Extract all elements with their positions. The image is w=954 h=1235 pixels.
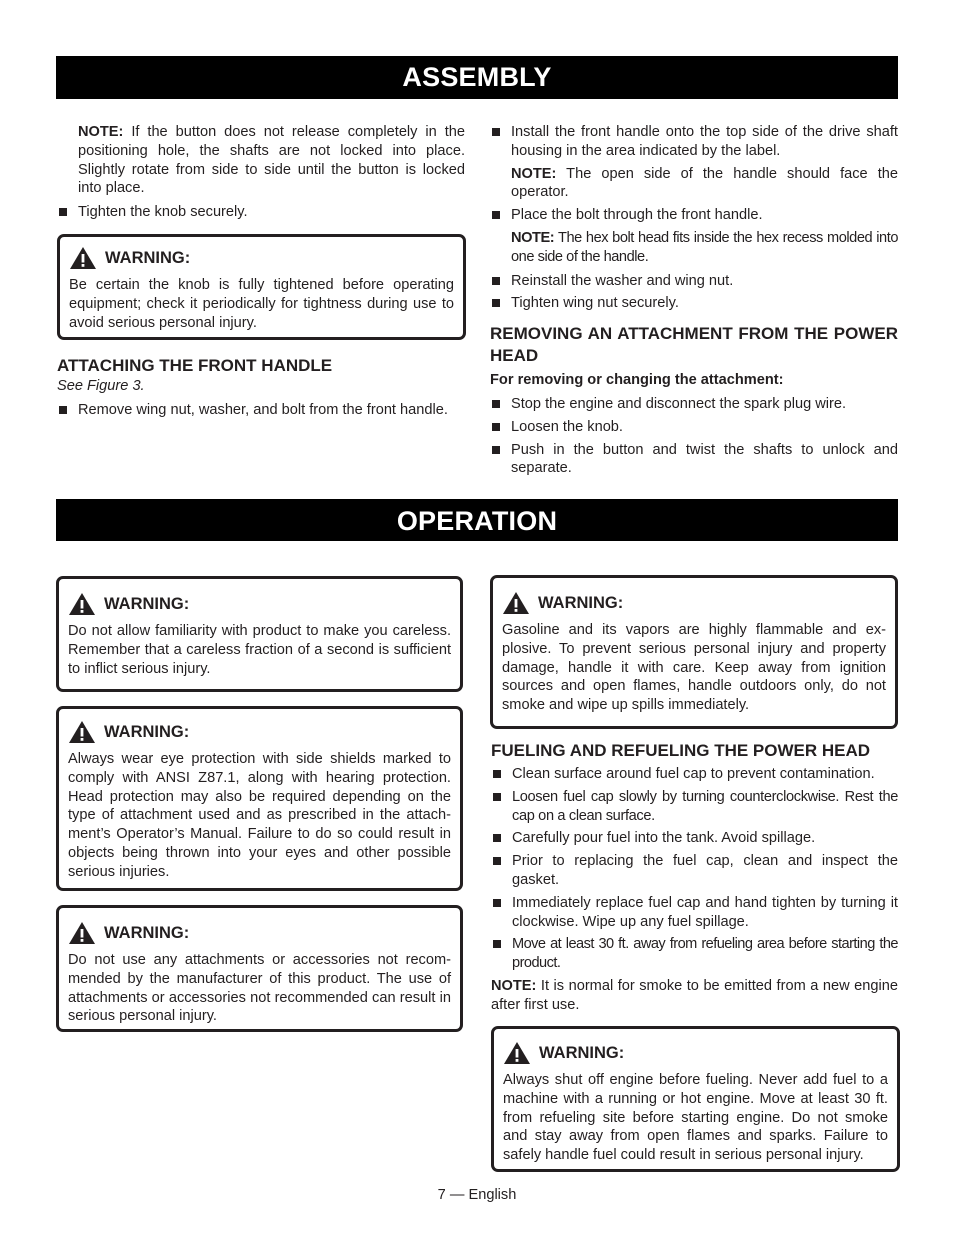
- warning-title: WARNING:: [502, 591, 886, 615]
- bullet-install-handle: Install the front handle onto the top side of the drive shaft housing in the area indicated by the label.: [490, 123, 898, 161]
- warning-box-familiarity: [56, 576, 463, 692]
- warning-text: Do not allow familiarity with product to make you careless. Remember that a careless fraction of a second is sufficient to inflict serious injury.: [68, 623, 451, 677]
- fueling-heading: FUELING AND REFUELING THE POWER HEAD: [491, 741, 871, 760]
- warning-text: Gasoline and its vapors are highly flammable and explosive. To prevent serious personal injury and property damage, handle it with care. Keep away from ignition sources and open flames, handle outdoors only, do not smoke and wipe up spills immediately.: [502, 622, 886, 714]
- warning-text: Be certain the knob is fully tightened before operating equipment; check it periodically for tightness during use to avoid serious personal injury.: [69, 277, 454, 331]
- warning-title: WARNING:: [503, 1041, 888, 1065]
- warning-triangle-icon: [503, 1041, 531, 1065]
- warning-text: Always shut off engine before fueling. Never add fuel to a machine with a running or hot engine. Move at least 30 ft. from refueling site before starting engine. Do not smoke and stay away from open flames and sparks. Failure to safely handle fuel could result in serious personal injury.: [503, 1072, 888, 1164]
- bullet-clean-surface: Clean surface around fuel cap to prevent contamination.: [491, 765, 898, 784]
- assembly-left-column: [57, 123, 465, 222]
- warning-triangle-icon: [69, 246, 97, 270]
- warning-title: WARNING:: [68, 921, 451, 945]
- warning-triangle-icon: [68, 921, 96, 945]
- bullet-move-away: Move at least 30 ft. away from refueling area before starting the product.: [491, 935, 898, 973]
- warning-text: Do not use any attachments or accessories not recommended by the manufacturer of this product. The use of attachments or accessories not recommended can result in serious personal injury.: [68, 952, 451, 1025]
- note-hex-bolt: NOTE: The hex bolt head fits inside the hex recess molded into one side of the handle.: [511, 229, 898, 265]
- warning-box-knob: [57, 234, 466, 340]
- note-open-side: NOTE: The open side of the handle should face the operator.: [511, 165, 898, 201]
- warning-title: WARNING:: [68, 592, 451, 616]
- warning-text: Always wear eye protection with side shields marked to comply with ANSI Z87.1, along with hearing protection. Head protection may also be required depending on the type of attachment used and as prescribed in the attachment’s Operator’s Manual. Failure to do so could result in objects being thrown into your eyes and other possible serious injuries.: [68, 751, 451, 880]
- bullet-loosen-knob: Loosen the knob.: [490, 418, 898, 437]
- warning-title: WARNING:: [68, 720, 451, 744]
- note-label: NOTE:: [78, 124, 124, 140]
- bullet-place-bolt: Place the bolt through the front handle.: [490, 206, 898, 225]
- note-smoke: NOTE: It is normal for smoke to be emitted from a new engine after first use.: [491, 977, 898, 1013]
- warning-triangle-icon: [68, 592, 96, 616]
- bullet-reinstall-washer: Reinstall the washer and wing nut.: [490, 272, 898, 291]
- bullet-tighten-knob: Tighten the knob securely.: [57, 203, 465, 222]
- assembly-right-column: [490, 123, 898, 478]
- bullet-inspect-gasket: Prior to replacing the fuel cap, clean and inspect the gasket.: [491, 852, 898, 890]
- warning-box-eye-protection: [56, 706, 463, 891]
- assembly-banner: ASSEMBLY: [56, 56, 898, 99]
- bullet-loosen-cap: Loosen fuel cap slowly by turning counterclockwise. Rest the cap on a clean surface.: [491, 788, 898, 826]
- button-note: NOTE: If the button does not release completely in the positioning hole, the shafts are not locked into place. Slightly rotate from side to side until the button is locked into place.: [78, 124, 465, 197]
- removing-subheading: For removing or changing the attachment:: [490, 372, 784, 389]
- bullet-stop-engine: Stop the engine and disconnect the spark plug wire.: [490, 395, 898, 414]
- warning-box-gasoline: [490, 575, 898, 729]
- bullet-push-button: Push in the button and twist the shafts to unlock and separate.: [490, 441, 898, 479]
- bullet-pour-fuel: Carefully pour fuel into the tank. Avoid spillage.: [491, 829, 898, 848]
- bullet-tighten-wing-nut: Tighten wing nut securely.: [490, 294, 898, 313]
- bullet-remove-wing-nut: Remove wing nut, washer, and bolt from the front handle.: [57, 401, 465, 420]
- page-footer: 7 — English: [437, 1187, 517, 1203]
- front-handle-section: [57, 355, 465, 420]
- warning-triangle-icon: [68, 720, 96, 744]
- warning-title: WARNING:: [69, 246, 454, 270]
- removing-attachment-heading: REMOVING AN ATTACHMENT FROM THE POWER HEAD: [490, 324, 898, 366]
- operation-banner: OPERATION: [56, 499, 898, 541]
- front-handle-heading: ATTACHING THE FRONT HANDLE: [57, 356, 333, 375]
- warning-box-attachments: [56, 905, 463, 1032]
- warning-box-fueling: [491, 1026, 900, 1172]
- see-figure: See Figure 3.: [57, 378, 145, 394]
- warning-triangle-icon: [502, 591, 530, 615]
- bullet-replace-cap: Immediately replace fuel cap and hand tighten by turning it clockwise. Wipe up any fuel spillage.: [491, 894, 898, 932]
- fueling-section: [491, 740, 898, 1015]
